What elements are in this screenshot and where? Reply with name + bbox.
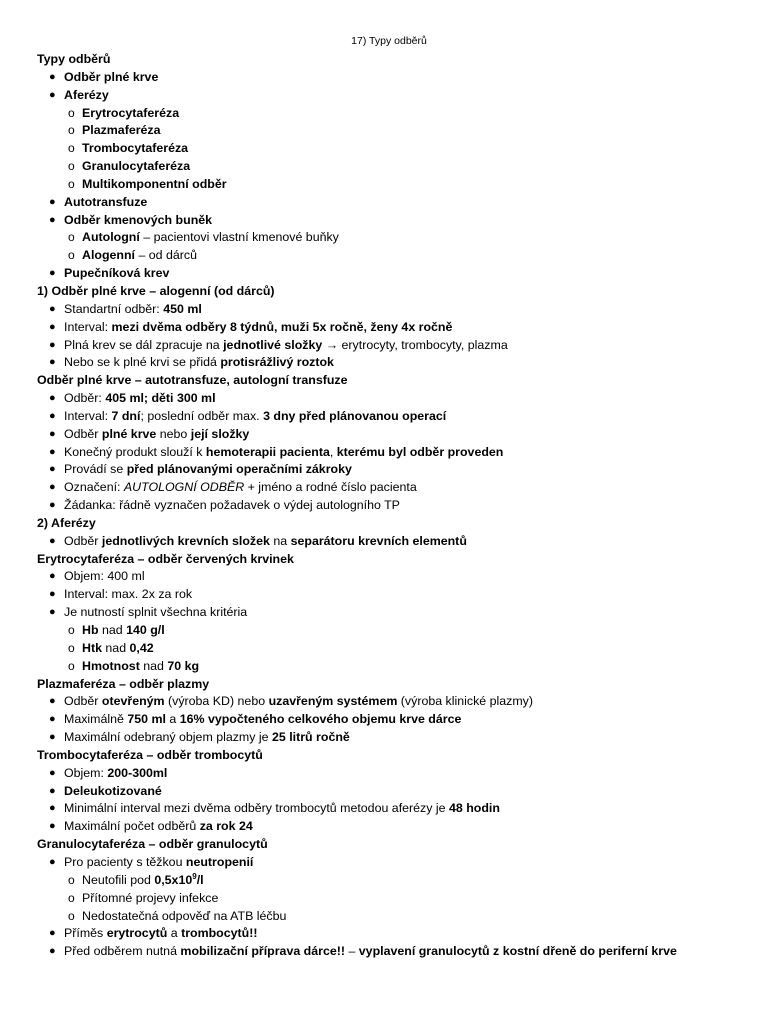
bullet-item bbox=[37, 408, 747, 426]
text-run: 2) Aferézy bbox=[37, 515, 96, 530]
bullet-item bbox=[37, 461, 747, 479]
bullet-item bbox=[37, 533, 747, 551]
section-heading bbox=[37, 372, 747, 390]
section-heading bbox=[37, 551, 747, 569]
bullet-marker: ● bbox=[49, 267, 56, 280]
text-run: vyplavení granulocytů z kostní dřeně do periferní krve bbox=[358, 944, 677, 959]
text-run: uzavřeným systémem bbox=[268, 694, 398, 709]
text-run: Příměs bbox=[64, 926, 107, 941]
sub-bullet-marker: o bbox=[68, 248, 75, 263]
text-run: Plazmaferéza bbox=[82, 123, 161, 138]
text-run: Granulocytaferéza bbox=[82, 159, 191, 174]
page-header: 17) Typy odběrů bbox=[351, 35, 427, 47]
bullet-marker: ● bbox=[49, 213, 56, 226]
bullet-item bbox=[37, 765, 747, 783]
bullet-marker: ● bbox=[49, 927, 56, 940]
text-run: otevřeným bbox=[101, 694, 165, 709]
text-run: trombocytů!! bbox=[181, 926, 258, 941]
bullet-item bbox=[37, 426, 747, 444]
document-content bbox=[37, 51, 747, 961]
text-run: → erytrocyty, trombocyty, plazma bbox=[322, 337, 508, 352]
text-run: nad bbox=[101, 640, 130, 655]
bullet-marker: ● bbox=[49, 481, 56, 494]
bullet-marker: ● bbox=[49, 409, 56, 422]
text-run: Odběr bbox=[64, 694, 102, 709]
text-run: nad bbox=[139, 658, 168, 673]
text-run: 140 g/l bbox=[126, 623, 165, 637]
bullet-item bbox=[37, 800, 747, 818]
text-run: Plná krev se dál zpracuje na bbox=[64, 337, 224, 352]
sub-bullet-marker: o bbox=[68, 623, 75, 637]
section-heading bbox=[37, 515, 747, 533]
text-run: Neutofili pod bbox=[82, 872, 155, 887]
text-run: Erytrocytaferéza – odběr červených krvinek bbox=[37, 551, 294, 566]
text-run: 16% vypočteného celkového objemu krve dárce bbox=[179, 712, 462, 727]
text-run: Typy odběrů bbox=[37, 52, 111, 66]
bullet-marker: ● bbox=[49, 534, 56, 547]
bullet-item bbox=[37, 354, 747, 372]
text-run: neutropenií bbox=[185, 854, 254, 869]
text-run: Multikomponentní odběr bbox=[82, 176, 227, 191]
bullet-item bbox=[37, 943, 747, 961]
bullet-marker: ● bbox=[49, 606, 56, 619]
text-run: 450 ml bbox=[163, 301, 202, 316]
bullet-marker: ● bbox=[49, 499, 56, 512]
text-run: (výroba KD) nebo bbox=[164, 694, 269, 709]
sub-bullet-item bbox=[37, 622, 747, 640]
text-run: /l bbox=[196, 872, 204, 887]
bullet-item bbox=[37, 925, 747, 943]
text-run: Odběr bbox=[64, 533, 102, 548]
bullet-marker: ● bbox=[49, 695, 56, 708]
bullet-item bbox=[37, 319, 747, 337]
bullet-item bbox=[37, 586, 747, 604]
bullet-marker: ● bbox=[49, 766, 56, 779]
bullet-marker: ● bbox=[49, 338, 56, 351]
sub-bullet-marker: o bbox=[68, 159, 75, 174]
text-run: Konečný produkt slouží k bbox=[64, 444, 206, 459]
bullet-item bbox=[37, 497, 747, 515]
text-run: 25 litrů ročně bbox=[271, 730, 350, 745]
section-heading bbox=[37, 676, 747, 694]
bullet-marker: ● bbox=[49, 427, 56, 440]
bullet-item bbox=[37, 479, 747, 497]
text-run: Odběr plné krve bbox=[64, 69, 159, 84]
text-run: 0,42 bbox=[129, 640, 154, 655]
text-run: 750 ml bbox=[127, 712, 166, 727]
text-run: – bbox=[345, 944, 359, 959]
sub-bullet-item bbox=[37, 872, 747, 890]
sub-bullet-marker: o bbox=[68, 141, 75, 156]
text-run: protisrážlivý roztok bbox=[220, 355, 334, 370]
text-run: 7 dní bbox=[111, 408, 141, 423]
text-run: Alogenní bbox=[82, 248, 135, 263]
text-run: Provádí se bbox=[64, 462, 127, 477]
sub-bullet-item bbox=[37, 890, 747, 908]
text-run: separátoru krevních elementů bbox=[290, 533, 467, 548]
text-run: ; poslední odběr max. bbox=[140, 408, 264, 423]
text-run: Standartní odběr: bbox=[64, 301, 164, 316]
bullet-item bbox=[37, 693, 747, 711]
text-run: 405 ml; děti 300 ml bbox=[105, 391, 216, 406]
text-run: Odběr kmenových buněk bbox=[64, 212, 213, 227]
text-run: 0,5x10 bbox=[154, 872, 193, 887]
bullet-marker: ● bbox=[49, 945, 56, 958]
text-run: a bbox=[165, 712, 180, 727]
text-run: erytrocytů bbox=[106, 926, 168, 941]
sub-bullet-item bbox=[37, 122, 747, 140]
section-heading bbox=[37, 51, 747, 69]
bullet-marker: ● bbox=[49, 802, 56, 815]
bullet-marker: ● bbox=[49, 302, 56, 315]
bullet-marker: ● bbox=[49, 445, 56, 458]
bullet-marker: ● bbox=[49, 463, 56, 476]
text-run: Nebo se k plné krvi se přidá bbox=[64, 355, 221, 370]
text-run: + jméno a rodné číslo pacienta bbox=[244, 480, 417, 495]
sub-bullet-item bbox=[37, 640, 747, 658]
text-run: AUTOLOGNÍ ODBĚR bbox=[123, 480, 245, 495]
text-run: plné krve bbox=[101, 426, 157, 441]
bullet-item bbox=[37, 818, 747, 836]
text-run: Hmotnost bbox=[82, 658, 140, 673]
sub-bullet-marker: o bbox=[68, 908, 75, 923]
text-run: Plazmaferéza – odběr plazmy bbox=[37, 676, 210, 691]
text-run: Trombocytaferéza bbox=[82, 141, 189, 156]
sub-bullet-marker: o bbox=[68, 123, 75, 138]
section-heading bbox=[37, 283, 747, 301]
text-run: před plánovanými operačními zákroky bbox=[126, 462, 352, 477]
sub-bullet-marker: o bbox=[68, 872, 75, 887]
sub-bullet-marker: o bbox=[68, 658, 75, 673]
text-run: Autotransfuze bbox=[64, 194, 148, 209]
text-run: Odběr: bbox=[64, 391, 106, 406]
text-run: Přítomné projevy infekce bbox=[82, 890, 219, 905]
bullet-marker: ● bbox=[49, 70, 56, 83]
text-run: – od dárců bbox=[135, 248, 197, 263]
sub-bullet-marker: o bbox=[68, 105, 75, 120]
bullet-item bbox=[37, 194, 747, 212]
bullet-item bbox=[37, 729, 747, 747]
text-run: Aferézy bbox=[64, 87, 109, 102]
bullet-item bbox=[37, 212, 747, 230]
text-run: mezi dvěma odběry 8 týdnů, muži 5x ročně, ženy 4x ročně bbox=[111, 319, 453, 334]
text-run: nebo bbox=[156, 426, 191, 441]
bullet-item bbox=[37, 444, 747, 462]
text-run: a bbox=[167, 926, 182, 941]
bullet-item bbox=[37, 390, 747, 408]
bullet-marker: ● bbox=[49, 784, 56, 797]
bullet-marker: ● bbox=[49, 820, 56, 833]
bullet-marker: ● bbox=[49, 588, 56, 601]
text-run: Granulocytaferéza – odběr granulocytů bbox=[37, 837, 268, 852]
bullet-item bbox=[37, 604, 747, 622]
sub-bullet-item bbox=[37, 176, 747, 194]
text-run: Pro pacienty s těžkou bbox=[64, 854, 186, 869]
text-run: Maximální počet odběrů bbox=[64, 819, 200, 834]
text-run: Odběr bbox=[64, 426, 102, 441]
text-run: Označení: bbox=[64, 480, 124, 495]
text-run: Autologní bbox=[82, 230, 140, 245]
bullet-item bbox=[37, 265, 747, 283]
text-run: jednotlivých krevních složek bbox=[101, 533, 270, 548]
sub-bullet-marker: o bbox=[68, 890, 75, 905]
sub-bullet-item bbox=[37, 908, 747, 926]
text-run: – pacientovi vlastní kmenové buňky bbox=[139, 230, 339, 245]
section-heading bbox=[37, 747, 747, 765]
text-run: Nedostatečná odpověď na ATB léčbu bbox=[82, 908, 287, 923]
bullet-item bbox=[37, 337, 747, 355]
text-run: za rok 24 bbox=[199, 819, 253, 834]
sub-bullet-marker: o bbox=[68, 640, 75, 655]
sub-bullet-item bbox=[37, 158, 747, 176]
text-run: , bbox=[329, 444, 337, 459]
sub-bullet-marker: o bbox=[68, 230, 75, 245]
bullet-item bbox=[37, 87, 747, 105]
text-run: Pupečníková krev bbox=[64, 266, 170, 281]
bullet-marker: ● bbox=[49, 570, 56, 583]
text-run: Trombocytaferéza – odběr trombocytů bbox=[37, 747, 263, 762]
text-run: Odběr plné krve – autotransfuze, autologní transfuze bbox=[37, 373, 348, 388]
text-run: 3 dny před plánovanou operací bbox=[263, 408, 447, 423]
bullet-marker: ● bbox=[49, 356, 56, 369]
text-run: kterému byl odběr proveden bbox=[336, 444, 504, 459]
text-run: Maximálně bbox=[64, 712, 128, 727]
text-run: Hb bbox=[82, 623, 99, 637]
bullet-item bbox=[37, 568, 747, 586]
bullet-marker: ● bbox=[49, 88, 56, 101]
text-run: 9 bbox=[192, 871, 197, 881]
text-run: nad bbox=[98, 623, 127, 637]
sub-bullet-item bbox=[37, 247, 747, 265]
bullet-item bbox=[37, 854, 747, 872]
text-run: Objem: 400 ml bbox=[64, 569, 145, 584]
sub-bullet-item bbox=[37, 229, 747, 247]
sub-bullet-item bbox=[37, 658, 747, 676]
text-run: na bbox=[269, 533, 291, 548]
text-run: její složky bbox=[190, 426, 250, 441]
bullet-item bbox=[37, 69, 747, 87]
bullet-marker: ● bbox=[49, 713, 56, 726]
text-run: (výroba klinické plazmy) bbox=[397, 694, 534, 709]
text-run: jednotlivé složky bbox=[223, 337, 323, 352]
bullet-item bbox=[37, 711, 747, 729]
sub-bullet-item bbox=[37, 105, 747, 123]
text-run: Je nutností splnit všechna kritéria bbox=[64, 605, 248, 620]
bullet-item bbox=[37, 783, 747, 801]
bullet-item bbox=[37, 301, 747, 319]
text-run: Htk bbox=[82, 640, 102, 655]
text-run: Minimální interval mezi dvěma odběry trombocytů metodou aferézy je bbox=[64, 801, 449, 816]
sub-bullet-item bbox=[37, 140, 747, 158]
text-run: 70 kg bbox=[167, 658, 200, 673]
text-run: 200-300ml bbox=[107, 765, 168, 780]
text-run: Maximální odebraný objem plazmy je bbox=[64, 730, 272, 745]
text-run: Interval: max. 2x za rok bbox=[64, 587, 193, 602]
text-run: Žádanka: řádně vyznačen požadavek o výdej autologního TP bbox=[64, 498, 400, 513]
text-run: Před odběrem nutná bbox=[64, 944, 181, 959]
sub-bullet-marker: o bbox=[68, 176, 75, 191]
text-run: 48 hodin bbox=[448, 801, 500, 816]
bullet-marker: ● bbox=[49, 855, 56, 868]
text-run: 1) Odběr plné krve – alogenní (od dárců) bbox=[37, 283, 275, 298]
text-run: hemoterapii pacienta bbox=[205, 444, 330, 459]
text-run: Objem: bbox=[64, 765, 108, 780]
bullet-marker: ● bbox=[49, 392, 56, 405]
bullet-marker: ● bbox=[49, 731, 56, 744]
bullet-marker: ● bbox=[49, 320, 56, 333]
text-run: Interval: bbox=[64, 408, 112, 423]
bullet-marker: ● bbox=[49, 195, 56, 208]
text-run: Deleukotizované bbox=[64, 783, 162, 798]
text-run: Interval: bbox=[64, 319, 112, 334]
text-run: Erytrocytaferéza bbox=[82, 105, 180, 120]
text-run: mobilizační příprava dárce!! bbox=[180, 944, 345, 959]
section-heading bbox=[37, 836, 747, 854]
